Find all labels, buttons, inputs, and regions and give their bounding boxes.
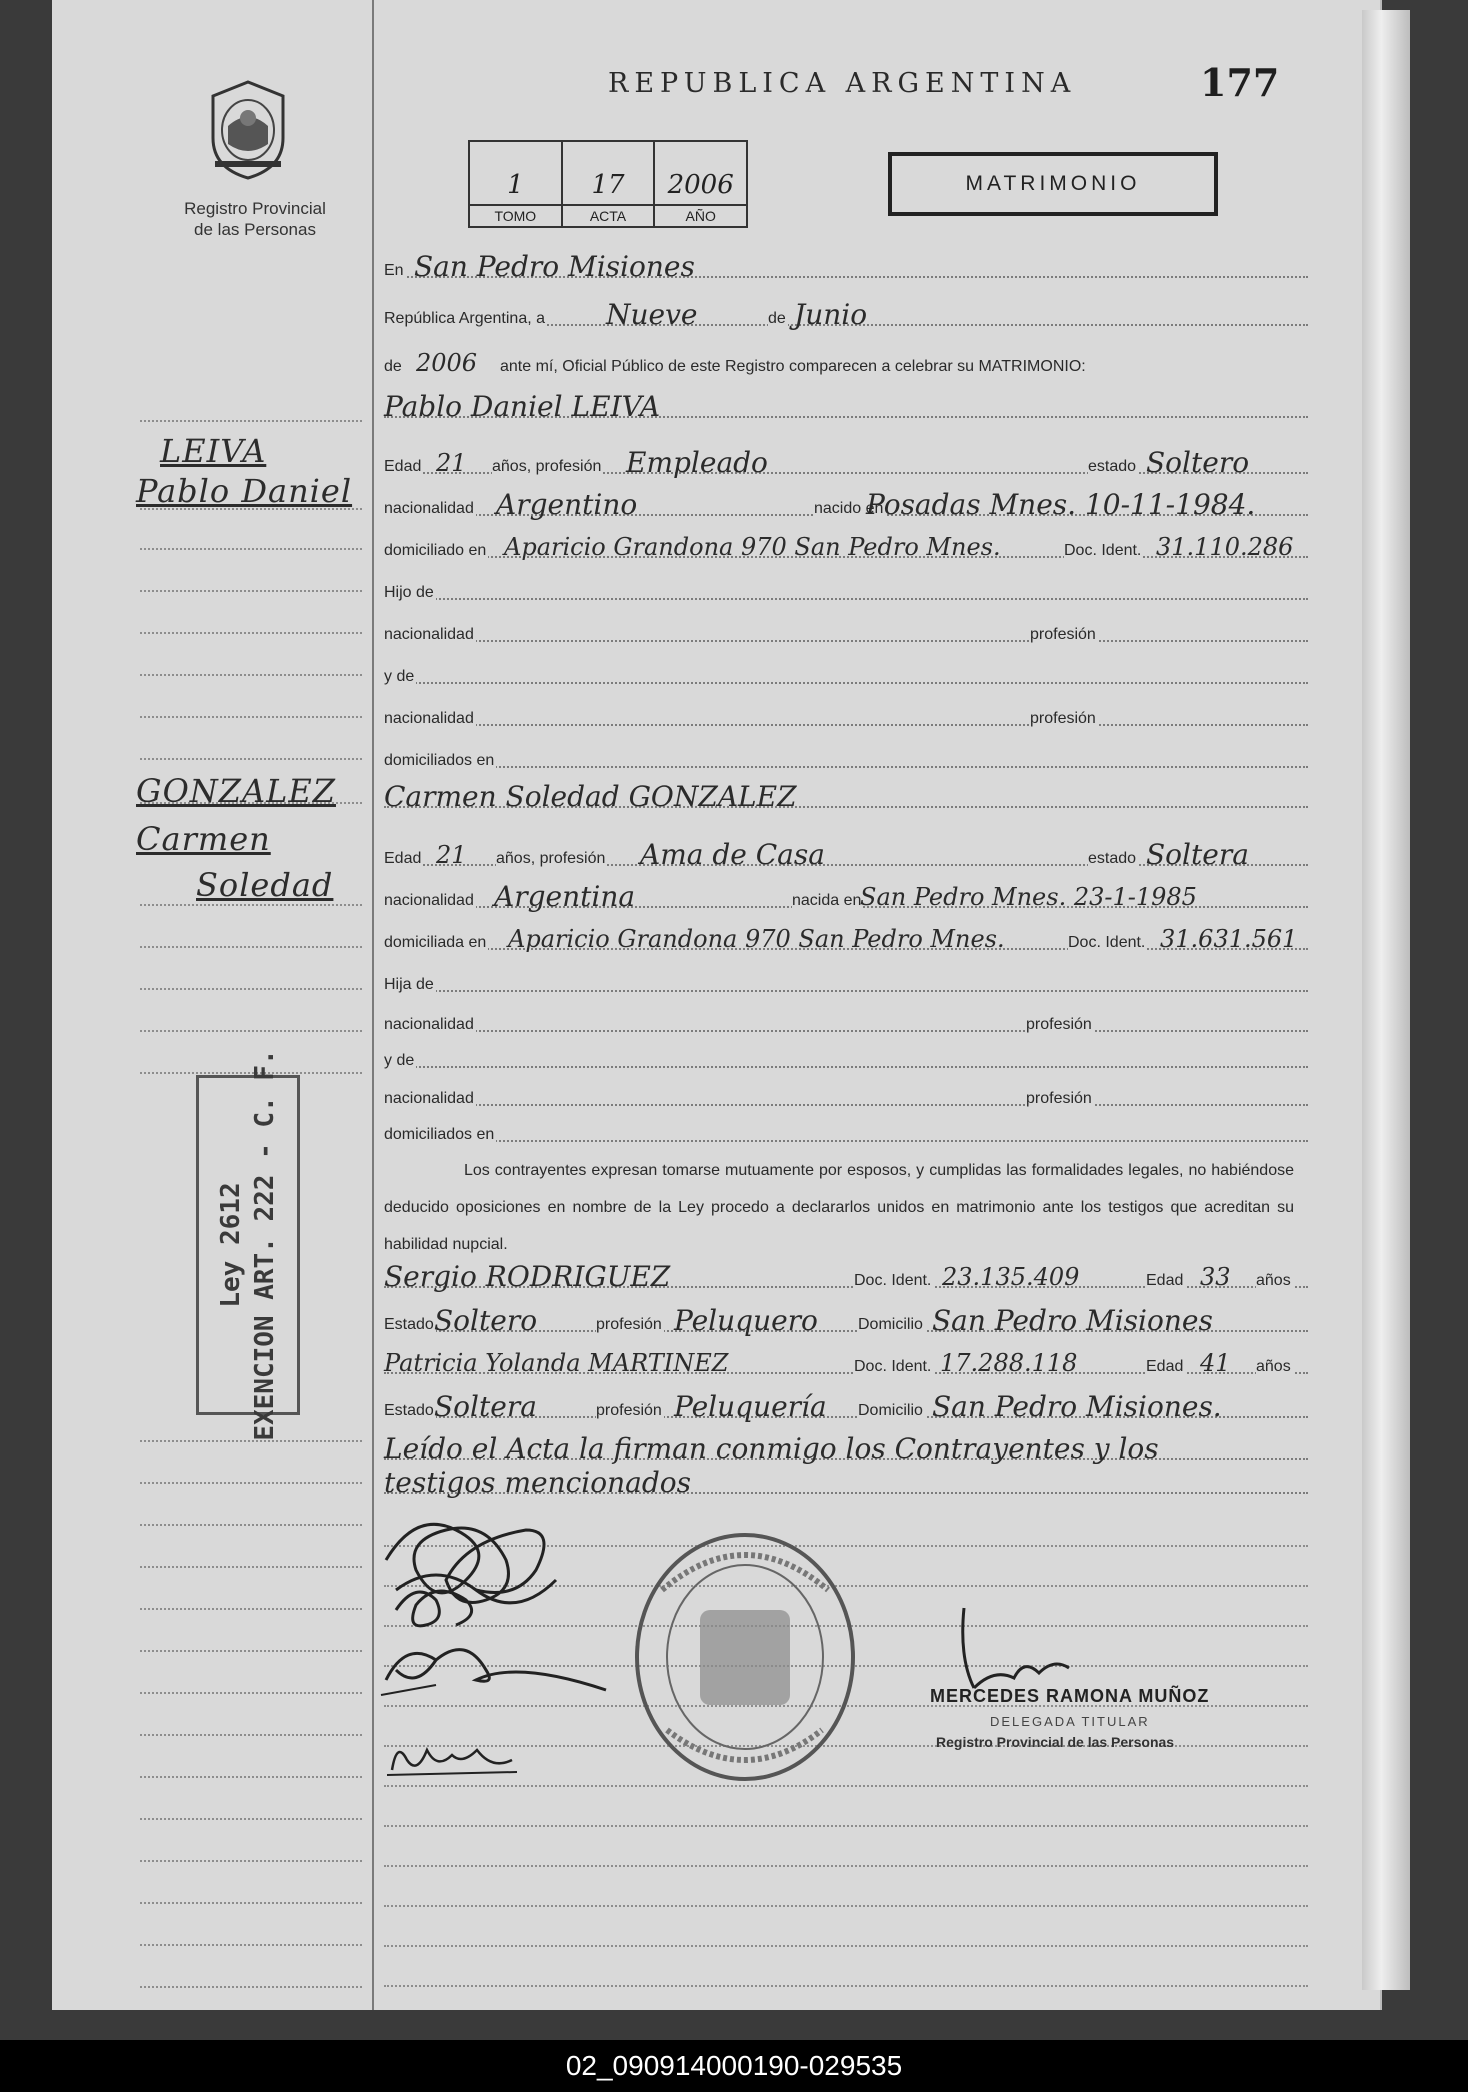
day-value: Nueve — [606, 298, 698, 331]
acta-label: ACTA — [563, 204, 654, 226]
anio-value: 2006 — [667, 170, 734, 200]
groom-hijo-label: Hijo de — [384, 584, 434, 601]
margin-rule — [140, 1902, 362, 1904]
margin-bride-surname: GONZALEZ — [136, 772, 336, 810]
page-edge — [1362, 10, 1410, 1990]
ruled-line — [384, 1825, 1308, 1827]
margin-rule — [140, 1986, 362, 1988]
margin-rule — [140, 946, 362, 948]
witness2-doc-value: 17.288.118 — [940, 1349, 1078, 1377]
margin-rule — [140, 758, 362, 760]
witness1-domicilio-label: Domicilio — [858, 1316, 923, 1333]
margin-rule — [140, 904, 362, 906]
witness2-domicilio-label: Domicilio — [858, 1402, 923, 1419]
bride-nacida-label: nacida en — [792, 892, 862, 909]
bride-doc-value: 31.631.561 — [1160, 925, 1298, 953]
year-statement: ante mí, Oficial Público de este Registro comparecen a celebrar su MATRIMONIO: — [500, 358, 1086, 375]
witness2-domicilio-value: San Pedro Misiones. — [932, 1390, 1222, 1423]
year-value: 2006 — [416, 349, 478, 377]
groom-nac2-line — [384, 698, 1308, 734]
groom-nacionalidad-label: nacionalidad — [384, 500, 474, 517]
margin-rule — [140, 674, 362, 676]
witness1-domicilio-value: San Pedro Misiones — [932, 1304, 1213, 1337]
groom-yde-label: y de — [384, 668, 415, 685]
tomo-cell — [470, 142, 563, 226]
witness2-profesion-label: profesión — [596, 1402, 662, 1419]
witness1-edad-value: 33 — [1200, 1263, 1231, 1291]
groom-name-line — [384, 390, 1308, 426]
ruled-line — [384, 1785, 1308, 1787]
line-en — [384, 250, 1308, 286]
anio-cell — [655, 142, 746, 226]
registry-round-seal — [632, 1530, 858, 1784]
groom-domicilio-value: Aparicio Grandona 970 San Pedro Mnes. — [504, 533, 1001, 561]
bride-edad-line — [384, 838, 1308, 874]
bride-domicilio-line — [384, 922, 1308, 958]
stamp-line-2: EXENCION ART. 222 - C. F. — [250, 1049, 280, 1441]
witness1-anos-label: años — [1256, 1272, 1291, 1289]
witness2-name-line — [384, 1346, 1308, 1382]
witness2-edad-value: 41 — [1200, 1349, 1231, 1377]
official-name: MERCEDES RAMONA MUÑOZ — [930, 1686, 1210, 1706]
ruled-line — [384, 1865, 1308, 1867]
margin-rule — [140, 632, 362, 634]
witness1-estado-line — [384, 1304, 1308, 1340]
anio-label: AÑO — [655, 204, 746, 226]
bride-nac1-line — [384, 1004, 1308, 1040]
acta-cell — [563, 142, 656, 226]
registry-label: Registro Provincial de las Personas — [184, 199, 326, 239]
groom-nac1-line — [384, 614, 1308, 650]
witness1-name-line — [384, 1260, 1308, 1296]
witness2-estado-value: Soltera — [434, 1390, 537, 1423]
witness2-estado-line — [384, 1390, 1308, 1426]
de-label: de — [768, 310, 786, 327]
margin-rule — [140, 420, 362, 422]
witness2-name: Patricia Yolanda MARTINEZ — [384, 1349, 729, 1377]
line-republica — [384, 298, 1308, 334]
en-label: En — [384, 262, 404, 279]
declaration-text: Los contrayentes expresan tomarse mutuamente por esposos, y cumplidas las formalidades legales, no habiéndose deducido oposiciones en nombre de la Ley procedo a declararlos unidos en matrimonio ante los testigos que acreditan su habilidad nupcial. — [384, 1162, 1294, 1253]
provincial-seal-icon — [203, 78, 293, 182]
bride-full-name: Carmen Soledad GONZALEZ — [384, 780, 797, 813]
groom-estado-value: Soltero — [1146, 446, 1250, 479]
margin-rule — [140, 1650, 362, 1652]
closing-note-2: testigos mencionados — [384, 1466, 691, 1499]
ley-exemption-stamp-text — [214, 1049, 282, 1440]
margin-rule — [140, 1692, 362, 1694]
witness1-doc-value: 23.135.409 — [942, 1263, 1080, 1291]
ruled-line — [384, 1985, 1308, 1987]
margin-rule — [140, 1818, 362, 1820]
groom-doc-label: Doc. Ident. — [1064, 542, 1142, 559]
witness1-name: Sergio RODRIGUEZ — [384, 1260, 671, 1293]
witness2-edad-label: Edad — [1146, 1358, 1184, 1375]
witness2-doc-label: Doc. Ident. — [854, 1358, 932, 1375]
closing-note-1: Leído el Acta la firman conmigo los Contrayentes y los — [384, 1432, 1159, 1465]
margin-rule — [140, 1482, 362, 1484]
groom-profesion-value: Empleado — [626, 446, 768, 479]
groom-nac2-label: nacionalidad — [384, 710, 474, 727]
groom-domiciliados-line — [384, 740, 1308, 776]
margin-divider — [372, 0, 374, 2010]
closing-note-line-1 — [384, 1432, 1308, 1468]
witness1-estado-value: Soltero — [434, 1304, 538, 1337]
margin-groom-names: Pablo Daniel — [136, 472, 353, 510]
republica-label: República Argentina, a — [384, 310, 545, 327]
acta-value: 17 — [591, 170, 625, 200]
groom-edad-line — [384, 446, 1308, 482]
groom-nac1-label: nacionalidad — [384, 626, 474, 643]
witness1-doc-label: Doc. Ident. — [854, 1272, 932, 1289]
country-title: REPUBLICA ARGENTINA — [608, 68, 1077, 99]
bride-nac2-label: nacionalidad — [384, 1090, 474, 1107]
margin-rule — [140, 590, 362, 592]
groom-prof2-label: profesión — [1030, 710, 1096, 727]
margin-rule — [140, 988, 362, 990]
groom-nacido-value: Posadas Mnes. 10-11-1984. — [866, 488, 1256, 521]
margin-rule — [140, 1776, 362, 1778]
groom-domicilio-line — [384, 530, 1308, 566]
bride-nacionalidad-line — [384, 880, 1308, 916]
bride-prof1-label: profesión — [1026, 1016, 1092, 1033]
witness1-estado-label: Estado — [384, 1316, 434, 1333]
declaration-paragraph — [384, 1152, 1294, 1263]
bride-domiciliados-label: domiciliados en — [384, 1126, 495, 1143]
margin-rule — [140, 548, 362, 550]
bride-profesion-value: Ama de Casa — [640, 838, 825, 871]
groom-prof1-label: profesión — [1030, 626, 1096, 643]
tomo-value: 1 — [507, 170, 524, 200]
margin-rule — [140, 1608, 362, 1610]
bride-estado-label: estado — [1088, 850, 1137, 867]
margin-rule — [140, 1734, 362, 1736]
tomo-label: TOMO — [470, 204, 561, 226]
bride-yde-line — [384, 1040, 1308, 1076]
ruled-line — [384, 1945, 1308, 1947]
bride-hija-line — [384, 964, 1308, 1000]
groom-edad-label: Edad — [384, 458, 422, 475]
bride-domicilio-value: Aparicio Grandona 970 San Pedro Mnes. — [508, 925, 1005, 953]
stamp-line-1: Ley 2612 — [216, 1182, 246, 1308]
bride-nac2-line — [384, 1078, 1308, 1114]
bride-doc-label: Doc. Ident. — [1068, 934, 1146, 951]
signature-official — [954, 1598, 1074, 1698]
groom-full-name: Pablo Daniel LEIVA — [384, 390, 661, 423]
bride-domiciliados-line — [384, 1114, 1308, 1150]
official-title: DELEGADA TITULAR — [990, 1714, 1150, 1729]
bride-yde-label: y de — [384, 1052, 415, 1069]
bride-prof2-label: profesión — [1026, 1090, 1092, 1107]
witness2-anos-label: años — [1256, 1358, 1291, 1375]
bride-edad-label: Edad — [384, 850, 422, 867]
page-number: 177 — [1200, 60, 1280, 105]
bride-nacionalidad-value: Argentina — [494, 880, 636, 913]
signature-witness-2 — [382, 1730, 522, 1780]
groom-doc-value: 31.110.286 — [1156, 533, 1294, 561]
closing-note-line-2 — [384, 1466, 1308, 1502]
line-year — [384, 346, 1308, 382]
bride-hija-label: Hija de — [384, 976, 434, 993]
file-id: 02_090914000190-029535 — [565, 2050, 903, 2081]
margin-bride-name-1: Carmen — [136, 820, 271, 858]
groom-yde-line — [384, 656, 1308, 692]
margin-rule — [140, 1566, 362, 1568]
margin-rule — [140, 716, 362, 718]
bride-edad-value: 21 — [436, 841, 467, 869]
bride-domicilio-label: domiciliada en — [384, 934, 487, 951]
bride-estado-value: Soltera — [1146, 838, 1249, 871]
bride-nac1-label: nacionalidad — [384, 1016, 474, 1033]
margin-rule — [140, 1030, 362, 1032]
groom-domiciliados-label: domiciliados en — [384, 752, 495, 769]
groom-anos-profesion-label: años, profesión — [492, 458, 602, 475]
witness1-profesion-value: Peluquero — [674, 1304, 818, 1337]
witness1-edad-label: Edad — [1146, 1272, 1184, 1289]
groom-domicilio-label: domiciliado en — [384, 542, 487, 559]
groom-edad-value: 21 — [436, 449, 467, 477]
margin-bride-name-2: Soledad — [196, 866, 334, 904]
groom-hijo-line — [384, 572, 1308, 608]
groom-estado-label: estado — [1088, 458, 1137, 475]
record-type-box: MATRIMONIO — [888, 152, 1218, 216]
year-prefix: de — [384, 358, 402, 375]
bride-nacionalidad-label: nacionalidad — [384, 892, 474, 909]
bride-nacida-value: San Pedro Mnes. 23-1-1985 — [860, 883, 1197, 911]
margin-rule — [140, 1944, 362, 1946]
bride-name-line — [384, 780, 1308, 816]
bride-anos-profesion-label: años, profesión — [496, 850, 606, 867]
margin-rule — [140, 1524, 362, 1526]
ruled-line — [384, 1905, 1308, 1907]
en-value: San Pedro Misiones — [414, 250, 695, 283]
groom-nacionalidad-line — [384, 488, 1308, 524]
groom-nacido-label: nacido en — [814, 500, 884, 517]
groom-nacionalidad-value: Argentino — [496, 488, 638, 521]
signature-witness-1 — [376, 1630, 616, 1700]
official-org: Registro Provincial de las Personas — [936, 1734, 1175, 1750]
margin-rule — [140, 1860, 362, 1862]
witness2-estado-label: Estado — [384, 1402, 434, 1419]
month-value: Junio — [794, 298, 868, 331]
reference-table — [468, 140, 748, 228]
margin-groom-surname: LEIVA — [160, 432, 267, 470]
witness1-profesion-label: profesión — [596, 1316, 662, 1333]
witness2-profesion-value: Peluquería — [674, 1390, 827, 1423]
